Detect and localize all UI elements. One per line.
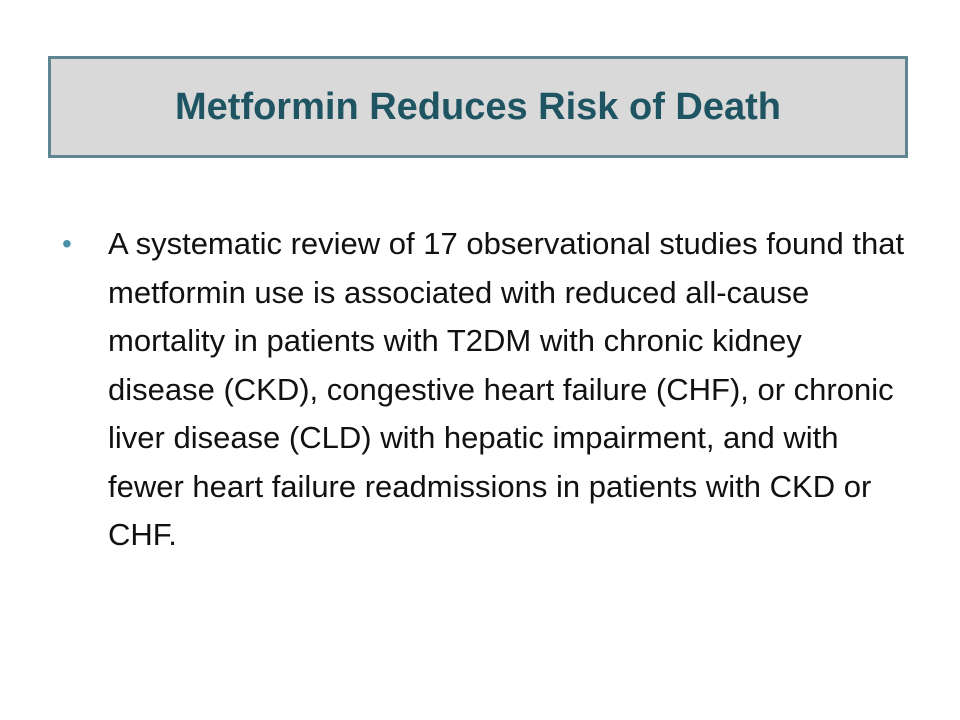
slide-content: [62, 220, 912, 560]
bullet-text: A systematic review of 17 observational studies found that metformin use is associated with reduced all-cause mortality in patients with T2DM with chronic kidney disease (CKD), congestive heart failure (CHF), or chronic liver disease (CLD) with hepatic impairment, and with fewer heart failure readmissions in patients with CKD or CHF.: [108, 226, 905, 552]
title-box: [48, 56, 908, 158]
bullet-item: [62, 220, 912, 560]
slide-title: Metformin Reduces Risk of Death: [175, 85, 781, 128]
bullet-marker: •: [62, 228, 72, 259]
